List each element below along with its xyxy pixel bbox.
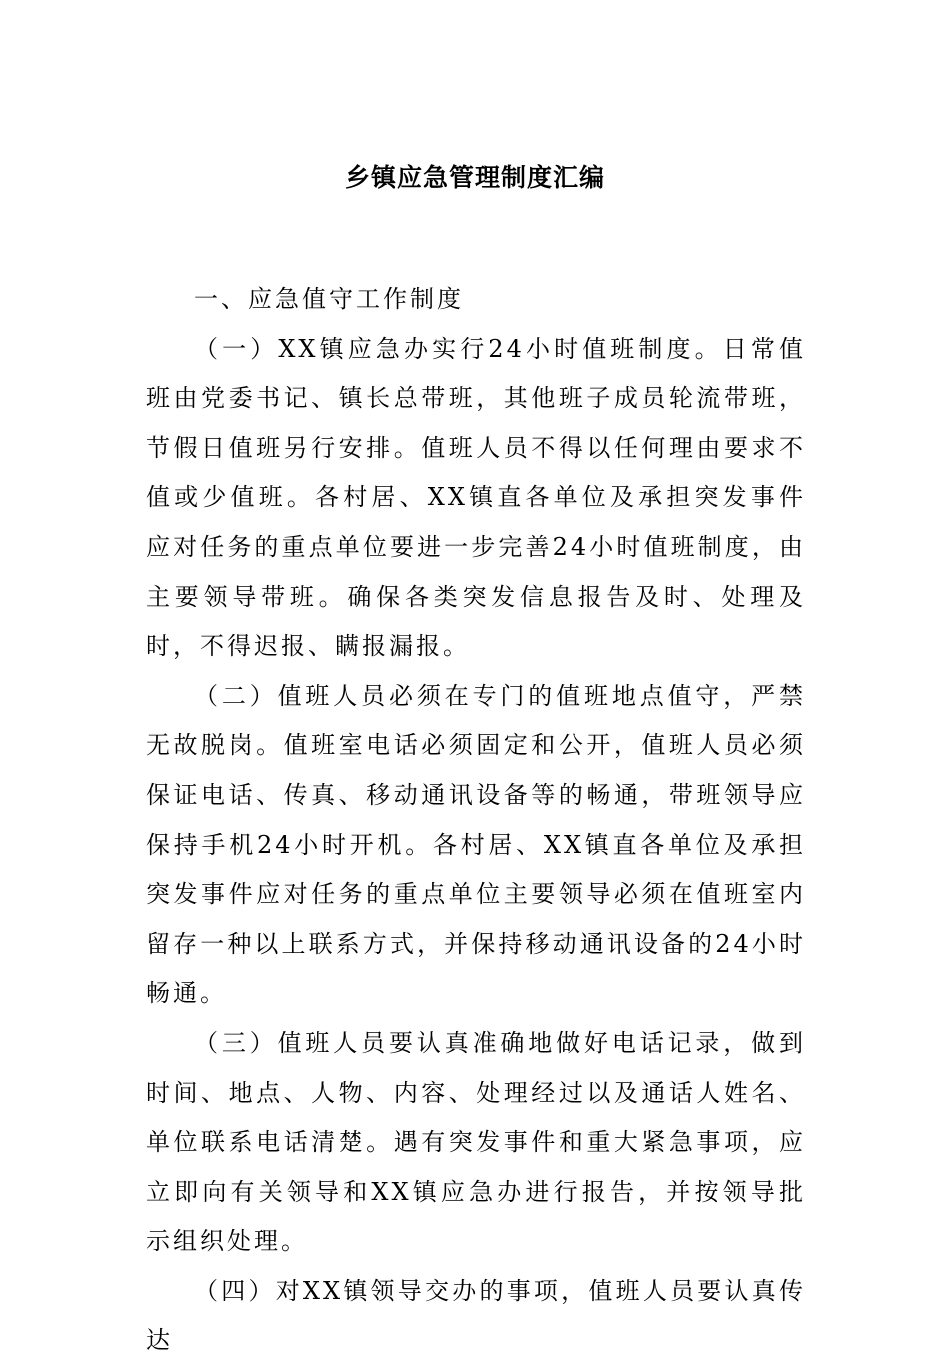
paragraph-2: （二）值班人员必须在专门的值班地点值守，严禁无故脱岗。值班室电话必须固定和公开，值班人员必须保证电话、传真、移动通讯设备等的畅通，带班领导应保持手机24小时开机。各村居、XX镇直各单位及承担突发事件应对任务的重点单位主要领导必须在值班室内留存一种以上联系方式，并保持移动通讯设备的24小时畅通。 — [146, 681, 806, 1008]
document-body — [146, 275, 806, 1366]
document-title: 乡镇应急管理制度汇编 — [344, 163, 605, 192]
paragraph-1: （一）XX镇应急办实行24小时值班制度。日常值班由党委书记、镇长总带班，其他班子成员轮流带班，节假日值班另行安排。值班人员不得以任何理由要求不值或少值班。各村居、XX镇直各单位及承担突发事件应对任务的重点单位要进一步完善24小时值班制度，由主要领导带班。确保各类突发信息报告及时、处理及时，不得迟报、瞒报漏报。 — [146, 334, 806, 661]
paragraph-4: （四）对XX镇领导交办的事项，值班人员要认真传达 — [146, 1276, 806, 1355]
paragraph-3: （三）值班人员要认真准确地做好电话记录，做到时间、地点、人物、内容、处理经过以及通话人姓名、单位联系电话清楚。遇有突发事件和重大紧急事项，应立即向有关领导和XX镇应急办进行报告，并按领导批示组织处理。 — [146, 1028, 806, 1256]
section-heading: 一、应急值守工作制度 — [194, 285, 464, 313]
